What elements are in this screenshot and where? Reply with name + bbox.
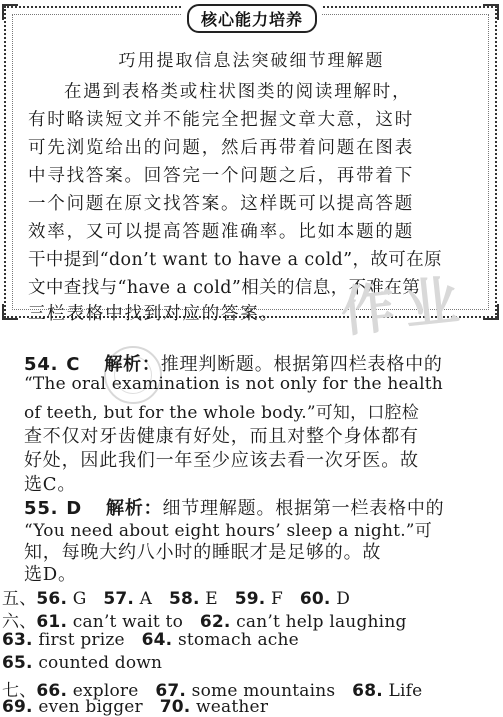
item-number: 67. — [155, 681, 187, 701]
item-number: 60. — [299, 589, 331, 609]
item-answer: Life — [388, 681, 423, 701]
answer-letter: D — [66, 498, 83, 519]
analysis-line: “The oral examination is not only for the health — [24, 374, 443, 394]
item-number: 57. — [103, 589, 135, 609]
q54-header — [24, 350, 494, 376]
item-answer: explore — [72, 681, 139, 701]
item-number: 58. — [168, 589, 200, 609]
analysis-line: 选D。 — [24, 564, 77, 585]
question-number: 55. — [24, 498, 59, 519]
tip-line: 中寻找答案。回答完一个问题之后，再带着下 — [28, 166, 414, 186]
tip-line: 可先浏览给出的问题，然后再带着问题在图表 — [28, 138, 414, 158]
section-marker: 七、 — [2, 681, 37, 701]
analysis-line: of teeth, but for the whole body.”可知，口腔检 — [24, 403, 419, 423]
item-answer: E — [205, 589, 218, 609]
section-six-line — [2, 630, 472, 650]
analysis-line: 知，每晚大约八小时的睡眠才是足够的。故 — [24, 542, 382, 563]
analysis-text: 细节理解题。根据第一栏表格中的 — [162, 498, 445, 519]
item-number: 65. — [2, 653, 33, 673]
section-six-line — [2, 607, 472, 632]
analysis-label: 解析： — [106, 498, 163, 519]
item-answer: stomach ache — [177, 630, 299, 650]
item-number: 68. — [352, 681, 383, 701]
tip-line: 干中提到“don’t want to have a cold”，故可在原 — [28, 250, 443, 270]
item-number: 59. — [234, 589, 266, 609]
item-answer: some mountains — [191, 681, 336, 701]
tip-line: 有时略读短文并不能完全把握文章大意，这时 — [28, 110, 414, 130]
item-answer: A — [139, 589, 153, 609]
analysis-line: “You need about eight hours’ sleep a night.”可 — [24, 521, 432, 541]
item-answer: G — [72, 589, 87, 609]
section-seven-line — [2, 697, 472, 717]
question-number: 54. — [24, 354, 59, 375]
item-number: 66. — [36, 681, 68, 701]
badge-text: 核心能力培养 — [187, 4, 317, 33]
item-answer: even bigger — [38, 697, 143, 717]
section-six-line-3 — [2, 653, 472, 673]
item-number: 64. — [141, 630, 173, 650]
tip-line: 在遇到表格类或柱状图类的阅读理解时， — [64, 82, 412, 102]
item-answer: can’t help laughing — [236, 612, 407, 632]
item-number: 62. — [199, 612, 231, 632]
section-marker: 六、 — [2, 612, 37, 632]
tip-title: 巧用提取信息法突破细节理解题 — [118, 51, 385, 71]
item-answer: weather — [196, 697, 269, 717]
item-answer: counted down — [38, 653, 163, 673]
item-number: 63. — [2, 630, 33, 650]
tip-line: 文中查找与“have a cold”相关的信息，不难在第 — [28, 278, 421, 298]
answer-letter: C — [66, 354, 81, 375]
watermark-logo: 作业 — [337, 268, 472, 345]
corner-ornament — [2, 304, 18, 320]
item-number: 69. — [2, 697, 33, 717]
analysis-line: 好处，因此我们一年至少应该去看一次牙医。故 — [24, 450, 419, 471]
tip-line: 效率，又可以提高答题准确率。比如本题的题 — [28, 222, 414, 242]
analysis-label: 解析： — [104, 354, 161, 375]
item-number: 61. — [36, 612, 68, 632]
tip-line: 三栏表格中找到对应的答案。 — [28, 304, 279, 324]
section-five-answers — [2, 584, 472, 609]
corner-ornament — [483, 4, 499, 20]
tip-line: 一个问题在原文找答案。这样既可以提高答题 — [28, 194, 414, 214]
analysis-line: 选C。 — [24, 474, 77, 495]
section-badge — [182, 6, 322, 30]
item-number: 56. — [36, 589, 68, 609]
item-number: 70. — [159, 697, 191, 717]
corner-ornament — [2, 4, 18, 20]
analysis-line: 查不仅对牙齿健康有好处，而且对整个身体都有 — [24, 426, 419, 447]
item-answer: D — [336, 589, 351, 609]
item-answer: F — [271, 589, 284, 609]
item-answer: first prize — [38, 630, 125, 650]
analysis-text: 推理判断题。根据第四栏表格中的 — [160, 354, 443, 375]
item-answer: can’t wait to — [72, 612, 184, 632]
section-marker: 五、 — [2, 589, 37, 609]
